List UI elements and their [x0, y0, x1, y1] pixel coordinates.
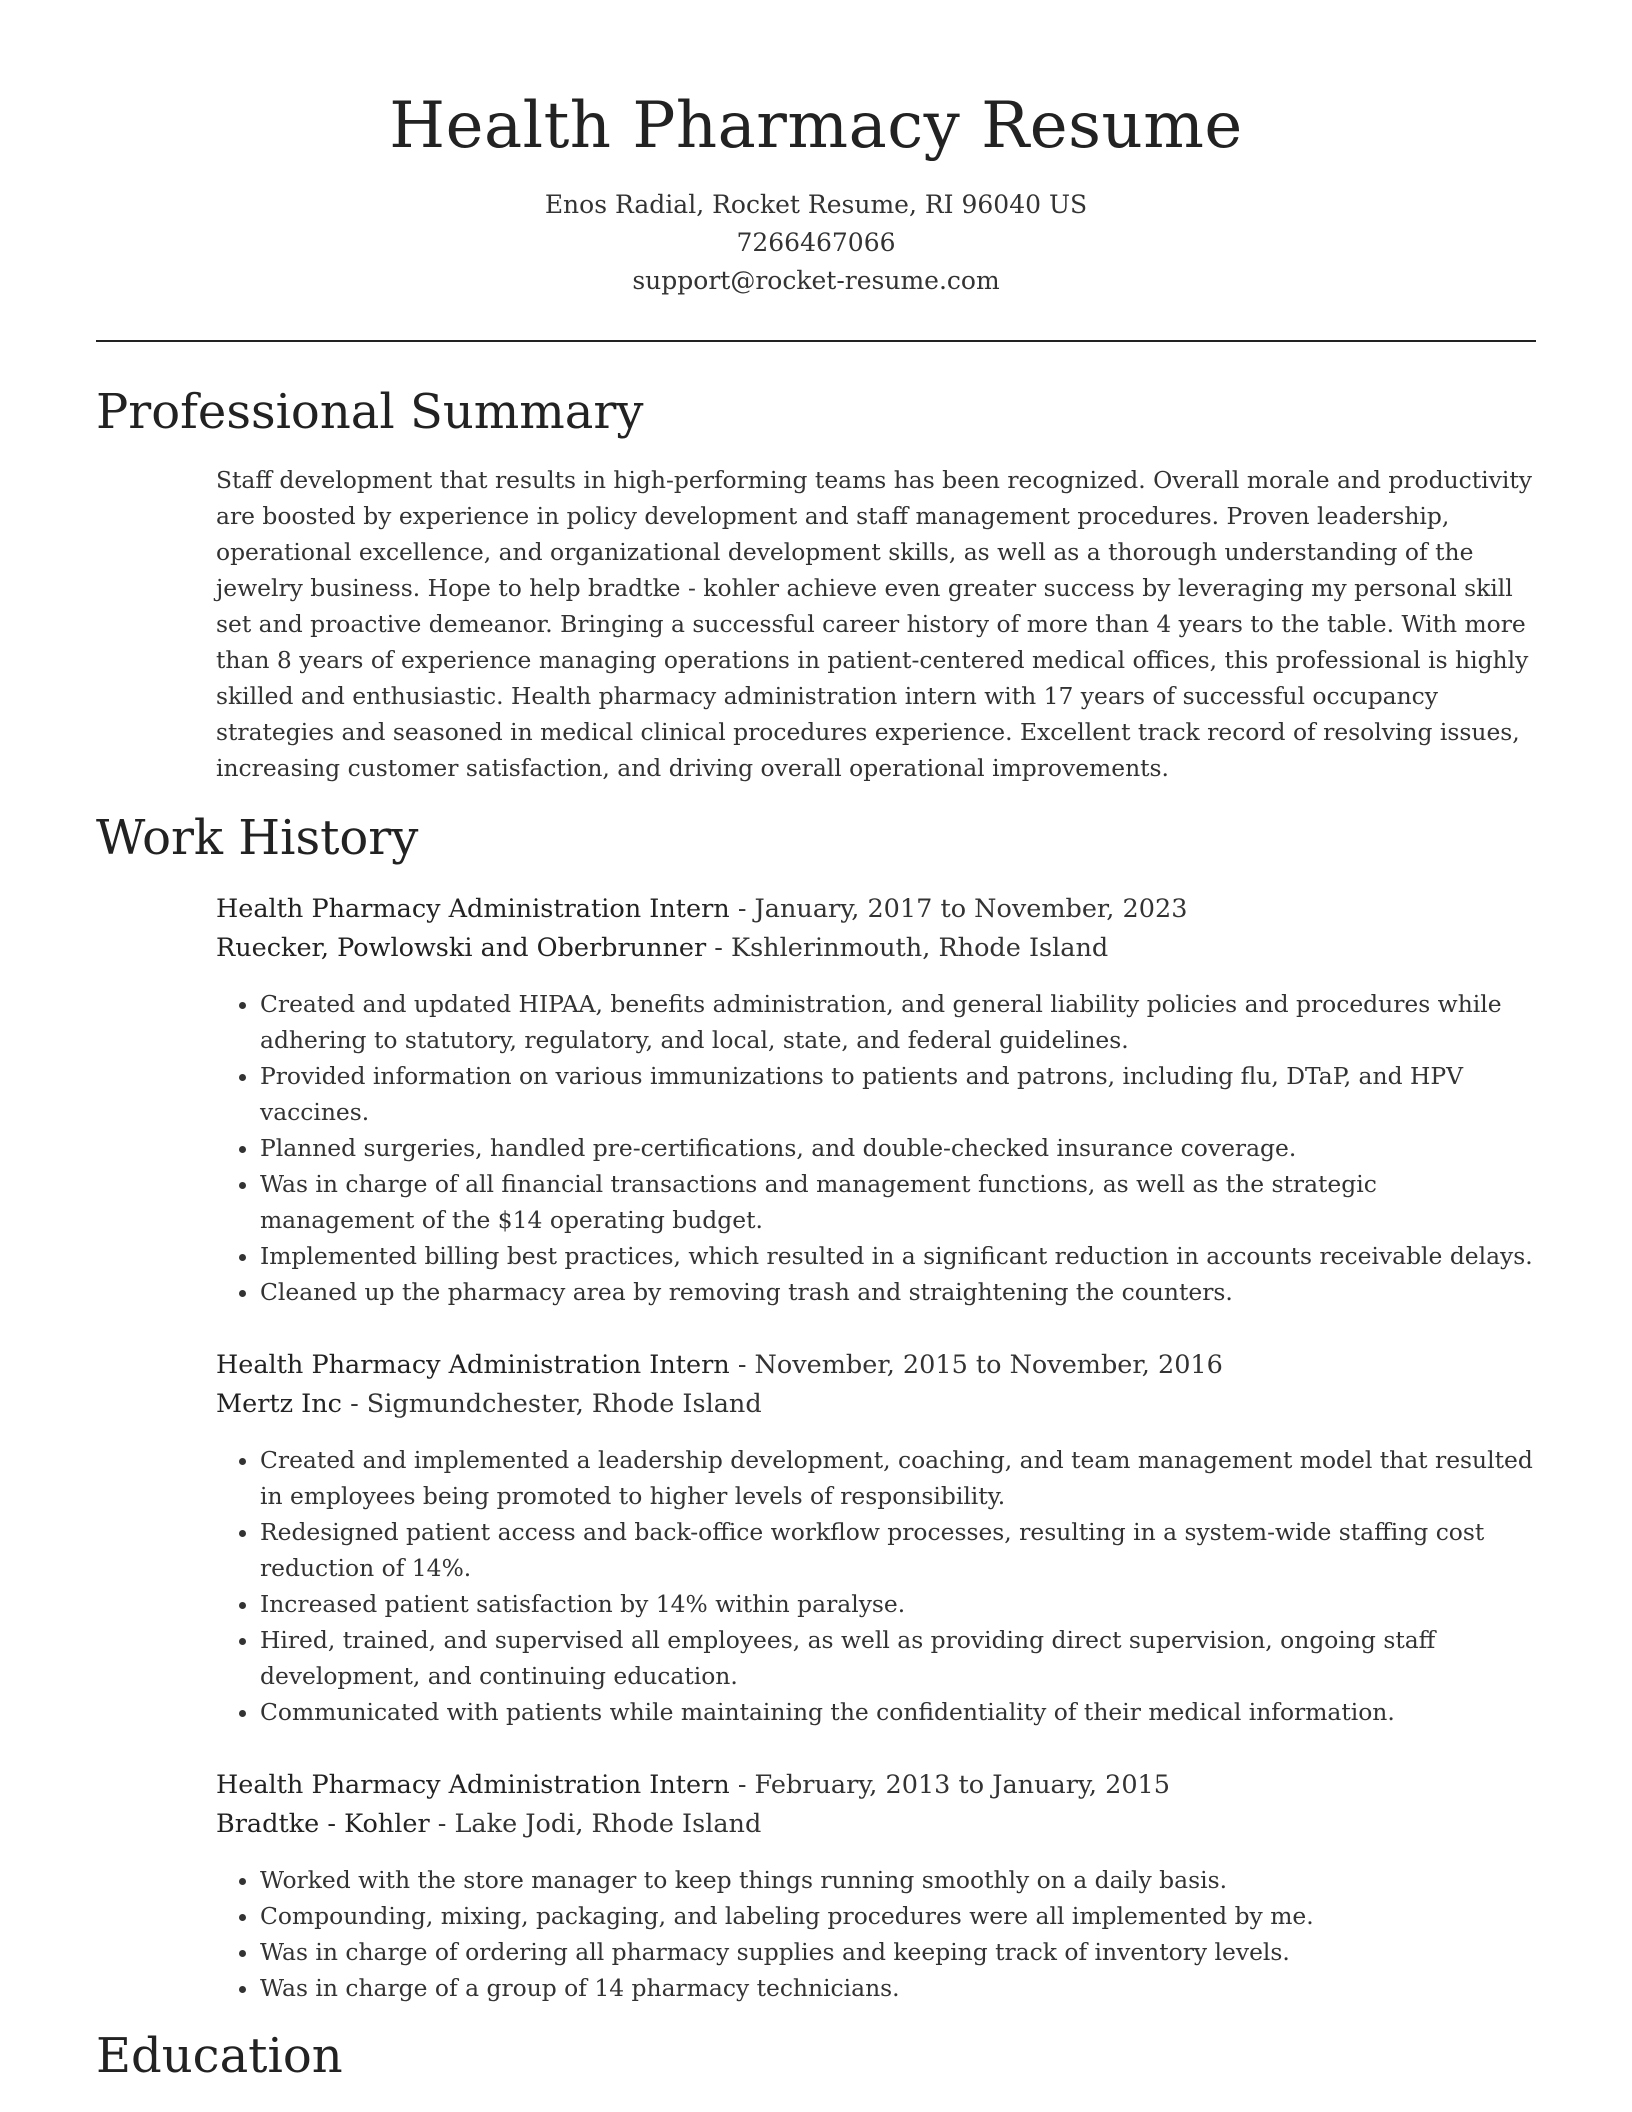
job-bullet-list: [216, 1862, 1536, 2006]
job-company: Ruecker, Powlowski and Oberbrunner: [216, 933, 707, 963]
job-company-line: [216, 929, 1536, 968]
job-bullet: • Worked with the store manager to keep things running smoothly on a daily basis.: [260, 1862, 1536, 1898]
work-history-section: [96, 808, 1536, 2006]
job-title: Health Pharmacy Administration Intern: [216, 894, 730, 924]
job-entry: [216, 890, 1536, 1310]
job-bullet: • Increased patient satisfaction by 14% within paralyse.: [260, 1586, 1536, 1622]
job-bullet: • Created and implemented a leadership development, coaching, and team management model that resulted in employees being promoted to higher levels of responsibility.: [260, 1442, 1536, 1514]
job-dates: - January, 2017 to November, 2023: [729, 894, 1188, 924]
job-title-line: [216, 890, 1536, 929]
job-dates: - November, 2015 to November, 2016: [729, 1350, 1223, 1380]
job-company: Mertz Inc: [216, 1389, 342, 1419]
professional-summary-text: Staff development that results in high-performing teams has been recognized. Overall morale and productivity are boosted by experience in policy development and staff management procedures. Proven leadership, operational excellence, and organizational development skills, as well as a thorough understanding of the jewelry business. Hope to help bradtke - kohler achieve even greater success by leveraging my personal skill set and proactive demeanor. Bringing a successful career history of more than 4 years to the table. With more than 8 years of experience managing operations in patient-centered medical offices, this professional is highly skilled and enthusiastic. Health pharmacy administration intern with 17 years of successful occupancy strategies and seasoned in medical clinical procedures experience. Excellent track record of resolving issues, increasing customer satisfaction, and driving overall operational improvements.: [216, 466, 1532, 782]
education-heading: Education: [96, 2028, 343, 2084]
job-bullet: • Was in charge of all financial transactions and management functions, as well as the strategic management of the $14 operating budget.: [260, 1166, 1536, 1238]
job-title: Health Pharmacy Administration Intern: [216, 1350, 730, 1380]
contact-phone: 7266467066: [736, 228, 896, 257]
job-title-line: [216, 1346, 1536, 1385]
professional-summary-section: [96, 382, 1536, 786]
job-company-line: [216, 1805, 1536, 1844]
job-title: Health Pharmacy Administration Intern: [216, 1770, 730, 1800]
job-company-line: [216, 1385, 1536, 1424]
header-divider: [96, 340, 1536, 342]
contact-address: Enos Radial, Rocket Resume, RI 96040 US: [544, 190, 1088, 219]
education-section: [96, 2026, 1536, 2086]
resume-title: Health Pharmacy Resume: [389, 89, 1243, 163]
job-location: - Kshlerinmouth, Rhode Island: [706, 933, 1109, 963]
job-location: - Sigmundchester, Rhode Island: [341, 1389, 762, 1419]
job-bullet: • Hired, trained, and supervised all employees, as well as providing direct supervision, ongoing staff development, and continuing education.: [260, 1622, 1536, 1694]
job-location: - Lake Jodi, Rhode Island: [429, 1809, 762, 1839]
job-bullet: • Communicated with patients while maintaining the confidentiality of their medical information.: [260, 1694, 1536, 1730]
job-title-line: [216, 1766, 1536, 1805]
job-bullet: • Implemented billing best practices, which resulted in a significant reduction in accounts receivable delays.: [260, 1238, 1536, 1274]
contact-email: support@rocket-resume.com: [632, 266, 1000, 295]
job-entry: [216, 1346, 1536, 1730]
job-bullet-list: [216, 1442, 1536, 1730]
job-bullet: • Was in charge of a group of 14 pharmacy technicians.: [260, 1970, 1536, 2006]
work-history-heading: Work History: [96, 810, 419, 866]
job-bullet: • Redesigned patient access and back-office workflow processes, resulting in a system-wide staffing cost reduction of 14%.: [260, 1514, 1536, 1586]
contact-block: [96, 186, 1536, 300]
resume-page: [96, 0, 1536, 2086]
job-dates: - February, 2013 to January, 2015: [729, 1770, 1171, 1800]
job-entry: [216, 1766, 1536, 2006]
job-bullet: • Was in charge of ordering all pharmacy supplies and keeping track of inventory levels.: [260, 1934, 1536, 1970]
job-bullet: • Planned surgeries, handled pre-certifications, and double-checked insurance coverage.: [260, 1130, 1536, 1166]
job-bullet: • Created and updated HIPAA, benefits administration, and general liability policies and procedures while adhering to statutory, regulatory, and local, state, and federal guidelines.: [260, 986, 1536, 1058]
job-company: Bradtke - Kohler: [216, 1809, 430, 1839]
professional-summary-heading: Professional Summary: [96, 384, 644, 440]
job-bullet-list: [216, 986, 1536, 1310]
job-bullet: • Provided information on various immunizations to patients and patrons, including flu, DTaP, and HPV vaccines.: [260, 1058, 1536, 1130]
job-bullet: • Compounding, mixing, packaging, and labeling procedures were all implemented by me.: [260, 1898, 1536, 1934]
job-bullet: • Cleaned up the pharmacy area by removing trash and straightening the counters.: [260, 1274, 1536, 1310]
resume-header: [96, 0, 1536, 300]
